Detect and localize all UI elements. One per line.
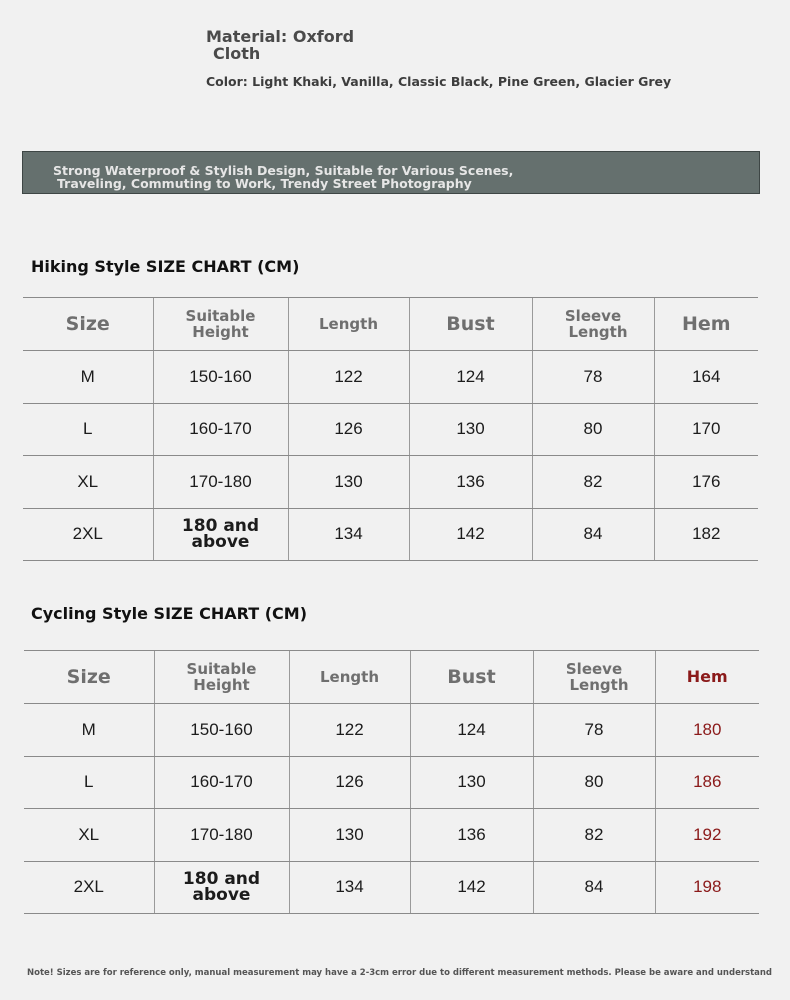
cell-length: 126 xyxy=(288,403,409,456)
table-row xyxy=(24,861,759,914)
material-line-1: Material: Oxford xyxy=(206,27,355,46)
table-row xyxy=(23,403,758,456)
header-length: Length xyxy=(289,651,410,704)
cell-sleeve: 84 xyxy=(533,861,655,914)
header-suitable-height: Suitable Height xyxy=(154,651,289,704)
cell-length: 130 xyxy=(288,456,409,509)
banner-text xyxy=(53,164,513,190)
cell-bust: 136 xyxy=(409,456,532,509)
cell-sleeve: 80 xyxy=(532,403,654,456)
cell-bust: 142 xyxy=(410,861,533,914)
header-size: Size xyxy=(24,651,154,704)
cell-hem: 192 xyxy=(655,809,759,862)
cell-hem: 170 xyxy=(654,403,758,456)
cell-length: 134 xyxy=(289,861,410,914)
cell-sleeve: 82 xyxy=(533,809,655,862)
banner-line-1: Strong Waterproof & Stylish Design, Suitable for Various Scenes, xyxy=(53,163,514,178)
cell-size: 2XL xyxy=(24,861,154,914)
cell-size: M xyxy=(23,351,153,404)
cell-hem: 198 xyxy=(655,861,759,914)
cell-height: 150-160 xyxy=(153,351,288,404)
table-row xyxy=(24,809,759,862)
cell-sleeve: 82 xyxy=(532,456,654,509)
cycling-size-table xyxy=(24,650,759,914)
color-info: Color: Light Khaki, Vanilla, Classic Black, Pine Green, Glacier Grey xyxy=(206,74,672,89)
header-hem: Hem xyxy=(655,651,759,704)
header-length: Length xyxy=(288,298,409,351)
cell-length: 126 xyxy=(289,756,410,809)
table-row xyxy=(24,704,759,757)
cell-hem: 164 xyxy=(654,351,758,404)
cell-length: 134 xyxy=(288,508,409,561)
cell-size: M xyxy=(24,704,154,757)
table-header-row xyxy=(23,298,758,351)
header-sleeve-length: Sleeve Length xyxy=(533,651,655,704)
cell-bust: 136 xyxy=(410,809,533,862)
cell-bust: 124 xyxy=(410,704,533,757)
cell-hem: 176 xyxy=(654,456,758,509)
table-row xyxy=(23,456,758,509)
cell-bust: 142 xyxy=(409,508,532,561)
cell-size: 2XL xyxy=(23,508,153,561)
header-size: Size xyxy=(23,298,153,351)
cell-height: 160-170 xyxy=(153,403,288,456)
cell-sleeve: 80 xyxy=(533,756,655,809)
cycling-chart-title: Cycling Style SIZE CHART (CM) xyxy=(31,604,308,623)
cell-height: 170-180 xyxy=(154,809,289,862)
banner-line-2: Traveling, Commuting to Work, Trendy Street Photography xyxy=(57,176,472,191)
header-sleeve-length: Sleeve Length xyxy=(532,298,654,351)
table-header-row xyxy=(24,651,759,704)
cell-hem: 186 xyxy=(655,756,759,809)
cell-height: 180 and above xyxy=(154,861,289,914)
cell-size: L xyxy=(24,756,154,809)
header-suitable-height: Suitable Height xyxy=(153,298,288,351)
header-bust: Bust xyxy=(409,298,532,351)
cell-bust: 130 xyxy=(409,403,532,456)
cell-length: 122 xyxy=(289,704,410,757)
table-row xyxy=(23,508,758,561)
hiking-chart-title: Hiking Style SIZE CHART (CM) xyxy=(31,257,300,276)
cell-bust: 130 xyxy=(410,756,533,809)
cell-sleeve: 84 xyxy=(532,508,654,561)
header-bust: Bust xyxy=(410,651,533,704)
measurement-note: Note! Sizes are for reference only, manual measurement may have a 2-3cm error due to different measurement methods. Please be aware and understand xyxy=(27,968,773,978)
cell-height: 150-160 xyxy=(154,704,289,757)
table-row xyxy=(23,351,758,404)
cell-length: 122 xyxy=(288,351,409,404)
hiking-size-table xyxy=(23,297,758,561)
cell-size: XL xyxy=(23,456,153,509)
cell-hem: 182 xyxy=(654,508,758,561)
material-line-2: Cloth xyxy=(213,44,261,63)
cell-height: 170-180 xyxy=(153,456,288,509)
cell-size: XL xyxy=(24,809,154,862)
header-hem: Hem xyxy=(654,298,758,351)
cell-height: 180 and above xyxy=(153,508,288,561)
cell-sleeve: 78 xyxy=(532,351,654,404)
cell-bust: 124 xyxy=(409,351,532,404)
cell-hem: 180 xyxy=(655,704,759,757)
cell-height: 160-170 xyxy=(154,756,289,809)
cell-sleeve: 78 xyxy=(533,704,655,757)
cell-size: L xyxy=(23,403,153,456)
table-row xyxy=(24,756,759,809)
material-info xyxy=(206,28,354,62)
feature-banner xyxy=(22,151,760,194)
cell-length: 130 xyxy=(289,809,410,862)
